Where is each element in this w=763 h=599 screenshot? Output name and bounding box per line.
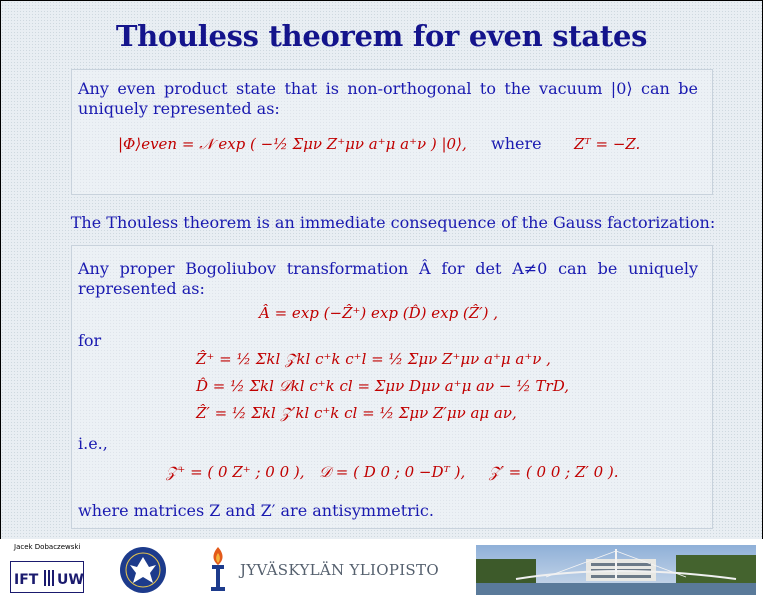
equation-z-prime: Ẑ′ = ½ Σkl 𝒵′kl c⁺k cl = ½ Σμν Z′μν aμ aν, bbox=[196, 404, 517, 422]
antisymmetric-note: where matrices Z and Z′ are antisymmetric. bbox=[78, 501, 434, 520]
theorem-text: Any even product state that is non-orthogonal to the vacuum |0⟩ can be uniquely represented as: bbox=[78, 79, 698, 118]
for-label: for bbox=[78, 331, 102, 350]
author-name: Jacek Dobaczewski bbox=[14, 543, 81, 551]
ift-uw-logo bbox=[10, 561, 84, 593]
ift-uw-logo-icon bbox=[11, 562, 83, 592]
theorem-formula: |Φ⟩even = 𝒩 exp ( −½ Σμν Z⁺μν a⁺μ a⁺ν ) |0⟩, bbox=[118, 135, 467, 153]
svg-text:UW: UW bbox=[57, 572, 83, 588]
slide-title: Thouless theorem for even states bbox=[115, 19, 648, 53]
university-name: JYVÄSKYLÄN YLIOPISTO bbox=[240, 561, 439, 579]
ie-label: i.e., bbox=[78, 434, 108, 453]
matrix-z-prime: 𝒵′ = ( 0 0 ; Z′ 0 ). bbox=[489, 463, 619, 481]
campus-photo bbox=[476, 545, 756, 595]
equation-d: D̂ = ½ Σkl 𝒟kl c⁺k cl = Σμν Dμν a⁺μ aν − ½ TrD, bbox=[196, 377, 569, 395]
bogoliubov-intro: Any proper Bogoliubov transformation Â for det A≠0 can be uniquely represented as: bbox=[78, 259, 698, 298]
factorization-formula: Â = exp (−Ẑ⁺) exp (D̂) exp (Ẑ′) , bbox=[259, 304, 499, 322]
gauss-sentence: The Thouless theorem is an immediate consequence of the Gauss factorization: bbox=[70, 213, 716, 232]
matrix-z-plus: 𝒵⁺ = ( 0 Z⁺ ; 0 0 ), bbox=[166, 463, 305, 481]
matrix-d: 𝒟 = ( D 0 ; 0 −Dᵀ ), bbox=[319, 463, 466, 481]
campus-photo-image bbox=[476, 545, 756, 595]
svg-text:IFT: IFT bbox=[14, 572, 39, 588]
where-label: where bbox=[491, 134, 542, 153]
footer bbox=[0, 539, 763, 597]
university-warsaw-emblem bbox=[118, 545, 168, 595]
equation-z-plus: Ẑ⁺ = ½ Σkl 𝒵kl c⁺k c⁺l = ½ Σμν Z⁺μν a⁺μ a⁺ν , bbox=[196, 350, 551, 368]
jyvaskyla-torch-logo bbox=[205, 545, 231, 593]
eagle-emblem-icon bbox=[118, 545, 168, 595]
torch-icon bbox=[205, 545, 231, 593]
antisymmetry-condition: Zᵀ = −Z. bbox=[574, 135, 641, 153]
